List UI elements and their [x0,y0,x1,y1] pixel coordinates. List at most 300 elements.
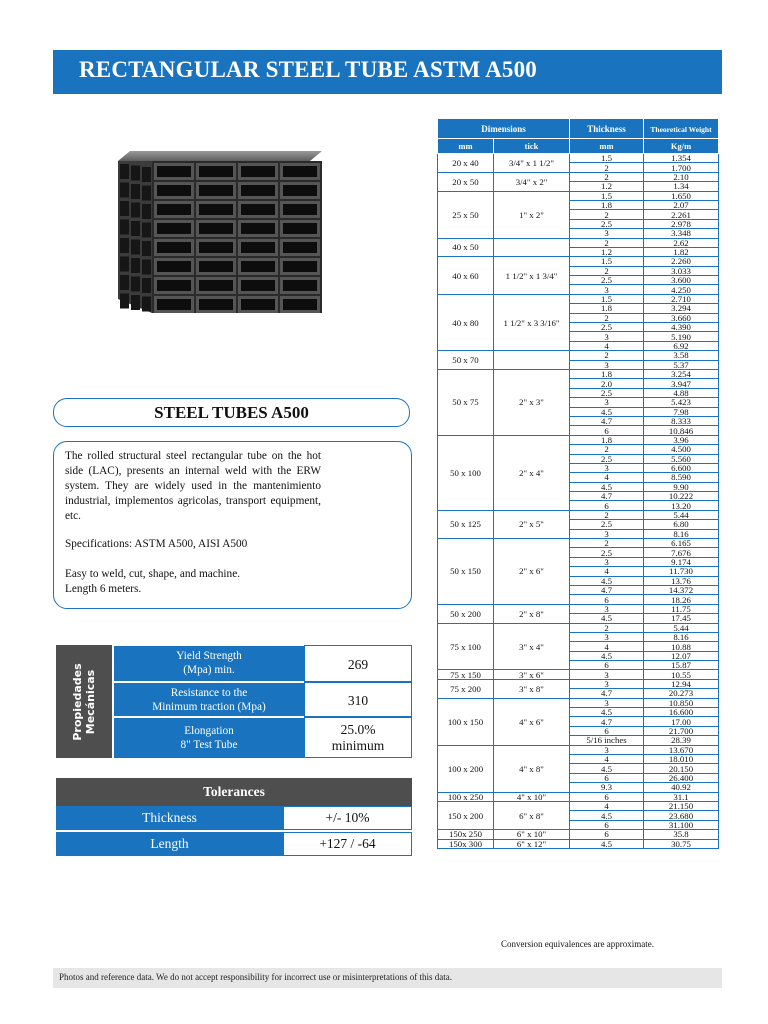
tube-side-end [131,258,140,273]
thickness-cell: 2 [570,238,644,247]
dimension-mm-cell: 50 x 200 [438,604,494,623]
thickness-cell: 4.5 [570,811,644,820]
weight-cell: 28.39 [644,736,719,745]
dimension-inch-cell: 4" x 10" [494,792,570,801]
tube-side-end [131,184,140,199]
table-row [438,670,719,679]
weight-cell: 17.45 [644,614,719,623]
weight-cell: 3.96 [644,435,719,444]
title-banner [53,50,722,94]
tube-opening [199,166,233,177]
tube-side-end [120,275,129,290]
tube-opening [199,280,233,291]
thickness-cell: 5/16 inches [570,736,644,745]
tube-side-end [142,297,151,312]
dimension-mm-cell: 40 x 80 [438,294,494,350]
table-row [438,191,719,200]
dimension-inch-cell: 4" x 8" [494,745,570,792]
weight-cell: 16.600 [644,708,719,717]
dimension-inch-cell: 2" x 5" [494,510,570,538]
dimension-inch-cell: 3" x 8" [494,679,570,698]
dimension-inch-cell [494,238,570,257]
weight-cell: 11.730 [644,567,719,576]
weight-cell: 26.400 [644,773,719,782]
weight-cell: 30.75 [644,839,719,848]
table-row [438,294,719,303]
dimension-mm-cell: 50 x 70 [438,351,494,370]
table-row [438,623,719,632]
weight-cell: 4.88 [644,388,719,397]
tube-opening [199,185,233,196]
dimension-inch-cell: 3/4" x 1 1/2" [494,154,570,173]
thickness-cell: 6 [570,830,644,839]
dimension-inch-cell: 1 1/2" x 1 3/4" [494,257,570,295]
weight-cell: 13.670 [644,745,719,754]
dimension-mm-cell: 100 x 150 [438,698,494,745]
tube-side-end [142,260,151,275]
thickness-cell: 6 [570,426,644,435]
tube-side-end [142,204,151,219]
dimension-inch-cell: 6" x 8" [494,801,570,829]
weight-cell: 1.34 [644,182,719,191]
tube-opening [157,280,191,291]
table-row [438,830,719,839]
thickness-cell: 2.5 [570,388,644,397]
weight-cell: 15.87 [644,661,719,670]
weight-cell: 31.100 [644,820,719,829]
weight-cell: 20.150 [644,764,719,773]
dimension-inch-cell: 1 1/2" x 3 3/16" [494,294,570,350]
thickness-cell: 2.0 [570,379,644,388]
thickness-cell: 3 [570,632,644,641]
dimensions-table-body [438,154,719,849]
mech-value: 310 [347,693,369,708]
weight-cell: 5.44 [644,510,719,519]
weight-cell: 9.90 [644,482,719,491]
footer-bar [53,968,722,988]
thickness-cell: 4.7 [570,689,644,698]
dimension-mm-cell: 100 x 200 [438,745,494,792]
conversion-note: Conversion equivalences are approximate. [501,939,654,949]
dimension-mm-cell: 150 x 200 [438,801,494,829]
weight-cell: 5.37 [644,360,719,369]
table-row [438,839,719,848]
weight-cell: 10.222 [644,492,719,501]
dimension-inch-cell: 6" x 10" [494,830,570,839]
thickness-cell: 1.5 [570,294,644,303]
header-dimensions: Dimensions [438,119,570,139]
tube-side-end [131,166,140,181]
tube-opening [199,242,233,253]
thickness-cell: 4.5 [570,839,644,848]
weight-cell: 10.55 [644,670,719,679]
thickness-cell: 3 [570,679,644,688]
mech-label-yield [114,646,304,681]
table-row [438,435,719,444]
weight-cell: 7.98 [644,407,719,416]
weight-cell: 1.354 [644,154,719,163]
dimension-mm-cell: 40 x 50 [438,238,494,257]
dimension-mm-cell: 150x 300 [438,839,494,848]
thickness-cell: 6 [570,726,644,735]
mech-value-traction [304,682,412,717]
table-row [438,369,719,378]
thickness-cell: 1.8 [570,435,644,444]
weight-cell: 1.650 [644,191,719,200]
tube-side-end [120,294,129,309]
tube-side-end [120,164,129,179]
tube-opening [241,280,275,291]
tube-opening [283,185,317,196]
weight-cell: 6.165 [644,539,719,548]
thickness-cell: 6 [570,792,644,801]
tube-opening [157,223,191,234]
thickness-cell: 2 [570,313,644,322]
tube-opening [283,242,317,253]
tube-opening [283,299,317,310]
thickness-cell: 3 [570,398,644,407]
dimension-mm-cell: 75 x 150 [438,670,494,679]
header-thickness: Thickness [570,119,644,139]
weight-cell: 9.174 [644,557,719,566]
thickness-cell: 6 [570,820,644,829]
header-mm: mm [438,139,494,154]
tube-opening [283,204,317,215]
tube-opening [199,261,233,272]
tolerance-label-thickness: Thickness [56,806,283,830]
usage-line-1: Easy to weld, cut, shape, and machine. [65,568,241,580]
weight-cell: 5.423 [644,398,719,407]
table-row [438,698,719,707]
thickness-cell: 1.5 [570,154,644,163]
tolerance-value-length: +127 / -64 [283,832,412,856]
thickness-cell: 1.5 [570,191,644,200]
table-row [438,351,719,360]
mech-value-elongation [304,717,412,758]
mech-value-yield [304,645,412,682]
thickness-cell: 2.5 [570,276,644,285]
thickness-cell: 4.7 [570,416,644,425]
tube-opening [157,261,191,272]
weight-cell: 14.372 [644,585,719,594]
table-row [438,745,719,754]
thickness-cell: 4.5 [570,614,644,623]
thickness-cell: 6 [570,501,644,510]
thickness-cell: 4.5 [570,651,644,660]
tube-opening [283,166,317,177]
thickness-cell: 4.5 [570,764,644,773]
mech-label-line: 8" Test Tube [180,739,238,751]
thickness-cell: 4.7 [570,585,644,594]
weight-cell: 10.846 [644,426,719,435]
weight-cell: 3.348 [644,229,719,238]
thickness-cell: 4 [570,642,644,651]
stacked-steel-tubes-image [112,147,327,315]
dimension-inch-cell: 2" x 3" [494,369,570,435]
tolerance-label-length: Length [56,832,283,856]
thickness-cell: 4 [570,755,644,764]
weight-cell: 21.700 [644,726,719,735]
table-row [438,510,719,519]
weight-cell: 2.10 [644,172,719,181]
weight-cell: 5.44 [644,623,719,632]
tube-opening [283,261,317,272]
weight-cell: 10.88 [644,642,719,651]
weight-cell: 17.00 [644,717,719,726]
thickness-cell: 4 [570,567,644,576]
mech-label-line: Elongation [184,725,234,737]
thickness-cell: 2.5 [570,454,644,463]
mech-value: minimum [331,738,385,753]
tube-opening [157,204,191,215]
thickness-cell: 1.8 [570,304,644,313]
weight-cell: 3.660 [644,313,719,322]
weight-cell: 7.676 [644,548,719,557]
weight-cell: 6.600 [644,463,719,472]
dimension-inch-cell: 2" x 6" [494,539,570,605]
tube-opening [283,223,317,234]
dimension-inch-cell [494,351,570,370]
dimension-mm-cell: 50 x 100 [438,435,494,510]
weight-cell: 31.1 [644,792,719,801]
weight-cell: 12.07 [644,651,719,660]
side-label-line-2: Mecánicas [84,669,97,734]
thickness-cell: 3 [570,745,644,754]
tube-opening [199,299,233,310]
dimension-mm-cell: 20 x 40 [438,154,494,173]
header-mm-thickness: mm [570,139,644,154]
weight-cell: 2.260 [644,257,719,266]
thickness-cell: 6 [570,595,644,604]
dimension-inch-cell: 1" x 2" [494,191,570,238]
tube-opening [283,280,317,291]
thickness-cell: 2 [570,510,644,519]
footer-disclaimer: Photos and reference data. We do not accept responsibility for incorrect use or misinterpretations of this data. [59,972,452,982]
dimension-mm-cell: 20 x 50 [438,172,494,191]
thickness-cell: 2 [570,539,644,548]
dimension-mm-cell: 40 x 60 [438,257,494,295]
tube-side-end [142,278,151,293]
thickness-cell: 4.7 [570,717,644,726]
mech-label-traction [114,683,304,716]
thickness-cell: 4.5 [570,576,644,585]
thickness-cell: 3 [570,229,644,238]
tube-side-end [120,183,129,198]
thickness-cell: 1.8 [570,369,644,378]
tube-opening [241,223,275,234]
tube-opening [199,223,233,234]
weight-cell: 8.16 [644,632,719,641]
weight-cell: 23.680 [644,811,719,820]
mech-label-elongation [114,718,304,758]
mech-label-line: (Mpa) min. [183,664,235,676]
thickness-cell: 2 [570,172,644,181]
tube-opening [241,242,275,253]
dimension-mm-cell: 50 x 125 [438,510,494,538]
weight-cell: 6.80 [644,520,719,529]
weight-cell: 4.390 [644,323,719,332]
tube-side-end [142,223,151,238]
thickness-cell: 6 [570,661,644,670]
weight-cell: 2.07 [644,200,719,209]
weight-cell: 1.700 [644,163,719,172]
dimension-inch-cell: 2" x 8" [494,604,570,623]
table-row [438,154,719,163]
dimension-inch-cell: 2" x 4" [494,435,570,510]
thickness-cell: 3 [570,557,644,566]
thickness-cell: 4 [570,473,644,482]
side-label-line-1: Propiedades [71,662,84,741]
thickness-cell: 4.5 [570,708,644,717]
thickness-cell: 3 [570,360,644,369]
thickness-cell: 3 [570,604,644,613]
tube-side-end [120,201,129,216]
table-row [438,604,719,613]
header-tick: tick [494,139,570,154]
tube-opening [241,261,275,272]
thickness-cell: 2.5 [570,548,644,557]
dimension-inch-cell: 3" x 6" [494,670,570,679]
dimension-mm-cell: 75 x 200 [438,679,494,698]
tube-side-end [142,186,151,201]
table-row [438,539,719,548]
thickness-cell: 3 [570,332,644,341]
specifications-text: Specifications: ASTM A500, AISI A500 [65,538,248,550]
tube-opening [157,242,191,253]
weight-cell: 3.58 [644,351,719,360]
thickness-cell: 2.5 [570,219,644,228]
thickness-cell: 3 [570,670,644,679]
weight-cell: 13.20 [644,501,719,510]
table-row [438,679,719,688]
weight-cell: 2.978 [644,219,719,228]
tube-side-end [131,240,140,255]
dimension-mm-cell: 100 x 250 [438,792,494,801]
thickness-cell: 4 [570,801,644,810]
thickness-cell: 2 [570,623,644,632]
weight-cell: 5.560 [644,454,719,463]
weight-cell: 4.500 [644,445,719,454]
thickness-cell: 4.5 [570,482,644,491]
tube-side-end [142,167,151,182]
weight-cell: 18.010 [644,755,719,764]
thickness-cell: 1.8 [570,200,644,209]
thickness-cell: 2.5 [570,520,644,529]
tube-opening [157,299,191,310]
header-weight-text: Theoretical Weight [650,124,712,134]
weight-cell: 18.26 [644,595,719,604]
dimension-inch-cell: 3/4" x 2" [494,172,570,191]
mechanical-properties-side-label [56,645,112,758]
tube-opening [157,166,191,177]
mech-value: 269 [347,657,369,672]
weight-cell: 12.94 [644,679,719,688]
weight-cell: 4.250 [644,285,719,294]
tolerances-header: Tolerances [56,778,412,806]
tube-opening [157,185,191,196]
tube-opening [241,185,275,196]
thickness-cell: 3 [570,285,644,294]
section-title-box [53,398,410,427]
weight-cell: 3.254 [644,369,719,378]
dimension-mm-cell: 25 x 50 [438,191,494,238]
weight-cell: 3.294 [644,304,719,313]
dimension-inch-cell: 3" x 4" [494,623,570,670]
table-row [438,238,719,247]
tube-side-end [120,220,129,235]
thickness-cell: 1.2 [570,182,644,191]
thickness-cell: 2 [570,351,644,360]
mech-label-line: Yield Strength [176,650,242,662]
page-title: RECTANGULAR STEEL TUBE ASTM A500 [79,57,537,82]
weight-cell: 10.850 [644,698,719,707]
header-kgm: Kg/m [644,139,719,154]
table-row [438,257,719,266]
tube-side-end [131,203,140,218]
thickness-cell: 2.5 [570,323,644,332]
section-title: STEEL TUBES A500 [154,403,309,422]
weight-cell: 3.033 [644,266,719,275]
dimension-mm-cell: 75 x 100 [438,623,494,670]
weight-cell: 21.150 [644,801,719,810]
weight-cell: 8.333 [644,416,719,425]
usage-line-2: Length 6 meters. [65,583,142,595]
weight-cell: 35.8 [644,830,719,839]
header-weight [644,119,719,139]
thickness-cell: 2 [570,210,644,219]
tube-side-end [131,277,140,292]
weight-cell: 2.710 [644,294,719,303]
description-paragraph: The rolled structural steel rectangular tube on the hot side (LAC), presents an internal weld with the ERW system. They are widely used in the mantenimiento industrial, implementos agricolas, transport equipment, etc. [65,450,321,522]
weight-cell: 11.75 [644,604,719,613]
thickness-cell: 2 [570,266,644,275]
weight-cell: 2.261 [644,210,719,219]
tube-side-end [120,257,129,272]
thickness-cell: 4 [570,341,644,350]
thickness-cell: 2 [570,163,644,172]
mech-label-line: Resistance to the [170,687,248,699]
dimension-mm-cell: 50 x 150 [438,539,494,605]
tube-opening [241,299,275,310]
thickness-cell: 4.5 [570,407,644,416]
mech-label-line: Minimum traction (Mpa) [152,701,266,713]
weight-cell: 2.62 [644,238,719,247]
weight-cell: 40.92 [644,783,719,792]
weight-cell: 1.82 [644,247,719,256]
thickness-cell: 2 [570,445,644,454]
table-row [438,172,719,181]
weight-cell: 3.600 [644,276,719,285]
thickness-cell: 3 [570,529,644,538]
mech-value: 25.0% [340,722,376,737]
description-text [65,449,321,524]
tube-opening [199,204,233,215]
thickness-cell: 3 [570,463,644,472]
weight-cell: 5.190 [644,332,719,341]
tube-side-end [120,238,129,253]
tube-opening [241,204,275,215]
tube-opening [241,166,275,177]
table-row [438,792,719,801]
thickness-cell: 3 [570,698,644,707]
dimension-mm-cell: 150x 250 [438,830,494,839]
weight-cell: 8.16 [644,529,719,538]
usage-text [65,567,240,597]
tube-side-end [142,241,151,256]
dimensions-table [437,118,719,849]
tube-side-end [131,295,140,310]
weight-cell: 20.273 [644,689,719,698]
